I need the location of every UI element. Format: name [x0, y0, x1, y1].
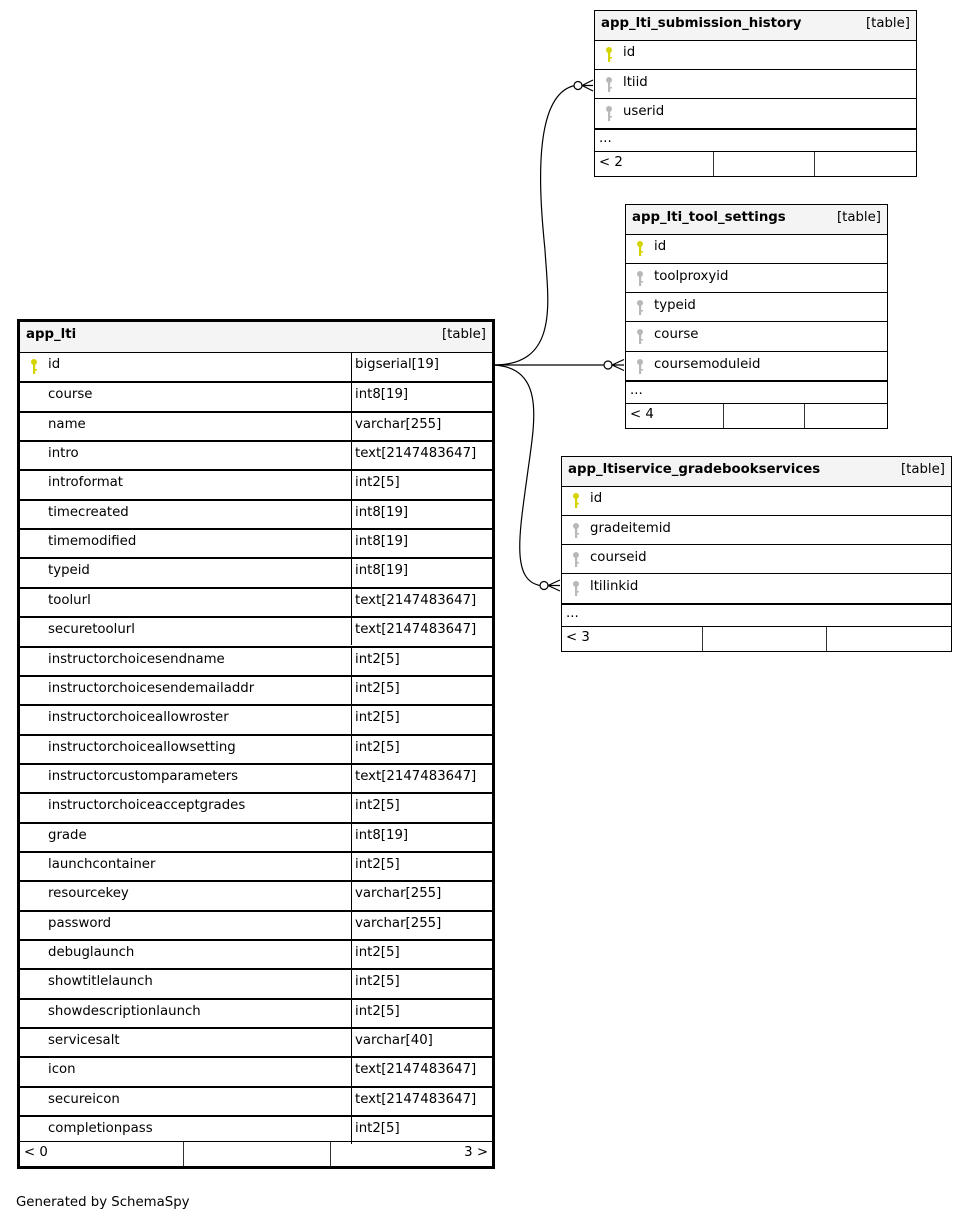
column-name: typeid	[48, 563, 90, 579]
column-row[interactable]	[20, 880, 492, 909]
column-type: text[2147483647]	[355, 1091, 477, 1107]
table-header	[562, 457, 951, 487]
parent-count: < 3	[566, 630, 590, 645]
column-row[interactable]	[20, 411, 492, 440]
parent-count: < 2	[599, 155, 623, 170]
column-row[interactable]	[20, 939, 492, 968]
column-name: id	[623, 45, 636, 60]
column-row[interactable]	[626, 321, 887, 351]
column-row[interactable]	[562, 573, 951, 603]
column-name: id	[48, 357, 61, 372]
primary-key-icon	[634, 240, 646, 258]
column-name: instructorchoicesendname	[48, 651, 225, 667]
column-name: servicesalt	[48, 1033, 120, 1049]
column-name: gradeitemid	[590, 521, 671, 536]
column-row[interactable]	[20, 792, 492, 821]
column-name: ltiid	[623, 75, 648, 90]
column-type: text[2147483647]	[355, 592, 477, 608]
column-row[interactable]	[20, 1027, 492, 1056]
column-type: int2[5]	[355, 710, 400, 726]
column-name: timecreated	[48, 504, 129, 520]
column-type: int2[5]	[355, 1121, 400, 1137]
table-header	[626, 205, 887, 235]
table-kind: [table]	[836, 210, 881, 225]
column-type: int2[5]	[355, 798, 400, 814]
column-type: text[2147483647]	[355, 446, 477, 462]
column-type: int8[19]	[355, 563, 409, 579]
table-kind: [table]	[900, 462, 945, 477]
column-type: int2[5]	[355, 945, 400, 960]
table-app-lti[interactable]	[17, 319, 495, 1169]
generated-by-credit: Generated by SchemaSpy	[16, 1195, 190, 1210]
parent-count: < 4	[630, 407, 654, 422]
table-name[interactable]: app_lti_submission_history	[601, 16, 802, 31]
column-row[interactable]	[20, 646, 492, 675]
column-type: int2[5]	[355, 1003, 400, 1019]
column-row[interactable]	[20, 704, 492, 733]
column-type: int8[19]	[355, 534, 409, 550]
column-type: int2[5]	[355, 651, 400, 667]
column-type: int8[19]	[355, 504, 409, 520]
column-type: int2[5]	[355, 974, 400, 990]
column-name: instructorchoiceallowsetting	[48, 739, 236, 755]
table-name[interactable]: app_lti_tool_settings	[632, 210, 786, 225]
column-type: int2[5]	[355, 856, 400, 872]
table-app-ltiservice-gradebookservices[interactable]	[561, 456, 952, 652]
column-row[interactable]	[595, 69, 916, 99]
table-footer	[595, 151, 916, 176]
column-row[interactable]	[626, 263, 887, 293]
column-name: course	[654, 327, 699, 342]
column-row[interactable]	[20, 822, 492, 851]
column-row[interactable]	[20, 557, 492, 586]
table-header	[595, 11, 916, 41]
column-type: int8[19]	[355, 387, 409, 403]
column-type: varchar[255]	[355, 416, 442, 432]
column-row[interactable]	[20, 734, 492, 763]
column-row[interactable]	[20, 998, 492, 1027]
column-name: coursemoduleid	[654, 357, 761, 372]
column-row[interactable]	[20, 440, 492, 469]
column-name: instructorchoicesendemailaddr	[48, 680, 255, 696]
column-type: varchar[255]	[355, 915, 442, 931]
column-name: securetoolurl	[48, 622, 135, 638]
column-row[interactable]	[20, 763, 492, 792]
column-row[interactable]	[20, 616, 492, 645]
column-name: course	[48, 387, 93, 403]
child-count[interactable]: 3 >	[464, 1145, 488, 1160]
relationship-line-submission-history	[494, 85, 578, 365]
column-type: int2[5]	[355, 475, 400, 491]
table-kind: [table]	[865, 16, 910, 31]
table-footer	[626, 403, 887, 428]
column-type: bigserial[19]	[355, 357, 439, 372]
column-name: toolurl	[48, 592, 91, 608]
primary-key-icon	[603, 46, 615, 64]
column-name: icon	[48, 1062, 76, 1078]
column-name: launchcontainer	[48, 856, 156, 872]
column-name: name	[48, 416, 86, 432]
column-row[interactable]	[20, 469, 492, 498]
column-name: userid	[623, 104, 665, 119]
ellipsis: ...	[630, 383, 643, 398]
column-type: varchar[40]	[355, 1033, 433, 1049]
column-name: instructorcustomparameters	[48, 768, 239, 784]
column-name: introformat	[48, 475, 124, 491]
column-row[interactable]	[562, 486, 951, 516]
column-row[interactable]	[562, 544, 951, 574]
foreign-key-icon	[634, 328, 646, 346]
parent-count: < 0	[24, 1145, 48, 1160]
column-name: completionpass	[48, 1121, 153, 1137]
foreign-key-icon	[603, 76, 615, 94]
column-type: text[2147483647]	[355, 622, 477, 638]
column-name: debuglaunch	[48, 945, 135, 960]
column-type: int2[5]	[355, 680, 400, 696]
column-type: int8[19]	[355, 827, 409, 843]
column-row[interactable]	[20, 381, 492, 410]
foreign-key-icon	[570, 551, 582, 569]
column-name: showtitlelaunch	[48, 974, 153, 990]
column-row[interactable]	[626, 292, 887, 322]
relationship-line-gradebookservices	[494, 365, 540, 586]
column-row[interactable]	[20, 1086, 492, 1115]
column-name: password	[48, 915, 112, 931]
column-row[interactable]	[20, 352, 492, 381]
column-type: varchar[255]	[355, 886, 442, 902]
column-row[interactable]	[562, 515, 951, 545]
table-app-lti-tool-settings[interactable]	[625, 204, 888, 429]
column-name: instructorchoiceacceptgrades	[48, 798, 246, 814]
column-type: text[2147483647]	[355, 768, 477, 784]
table-header	[20, 322, 492, 353]
table-footer	[562, 626, 951, 651]
column-row[interactable]	[20, 587, 492, 616]
foreign-key-icon	[634, 358, 646, 376]
foreign-key-icon	[634, 270, 646, 288]
column-row[interactable]	[626, 351, 887, 381]
column-row[interactable]	[626, 234, 887, 264]
column-name: id	[590, 491, 603, 506]
column-row[interactable]	[20, 528, 492, 557]
foreign-key-icon	[570, 522, 582, 540]
column-row[interactable]	[20, 499, 492, 528]
column-row[interactable]	[20, 1056, 492, 1085]
foreign-key-icon	[603, 105, 615, 123]
more-columns-row	[626, 380, 887, 404]
table-name[interactable]: app_ltiservice_gradebookservices	[568, 462, 821, 477]
ellipsis: ...	[599, 131, 612, 146]
foreign-key-icon	[634, 299, 646, 317]
column-row[interactable]	[20, 910, 492, 939]
ellipsis: ...	[566, 606, 579, 621]
column-row[interactable]	[20, 968, 492, 997]
column-row[interactable]	[595, 98, 916, 128]
primary-key-icon	[570, 492, 582, 510]
column-name: ltilinkid	[590, 579, 639, 594]
column-row[interactable]	[595, 40, 916, 70]
column-name: toolproxyid	[654, 269, 729, 284]
column-row[interactable]	[20, 675, 492, 704]
table-name[interactable]: app_lti	[26, 327, 77, 342]
foreign-key-icon	[570, 580, 582, 598]
column-name: intro	[48, 446, 79, 462]
column-name: typeid	[654, 298, 696, 313]
column-name: id	[654, 239, 667, 254]
column-name: courseid	[590, 550, 647, 565]
column-name: secureicon	[48, 1091, 120, 1107]
column-row[interactable]	[20, 851, 492, 880]
column-name: showdescriptionlaunch	[48, 1003, 201, 1019]
more-columns-row	[595, 128, 916, 152]
table-footer	[20, 1141, 492, 1166]
table-app-lti-submission-history[interactable]	[594, 10, 917, 177]
column-name: resourcekey	[48, 886, 129, 902]
column-name: instructorchoiceallowroster	[48, 710, 229, 726]
table-kind: [table]	[441, 327, 486, 342]
column-type: text[2147483647]	[355, 1062, 477, 1078]
column-name: grade	[48, 827, 87, 843]
column-name: timemodified	[48, 534, 137, 550]
primary-key-icon	[28, 358, 40, 376]
column-type: int2[5]	[355, 739, 400, 755]
more-columns-row	[562, 603, 951, 627]
